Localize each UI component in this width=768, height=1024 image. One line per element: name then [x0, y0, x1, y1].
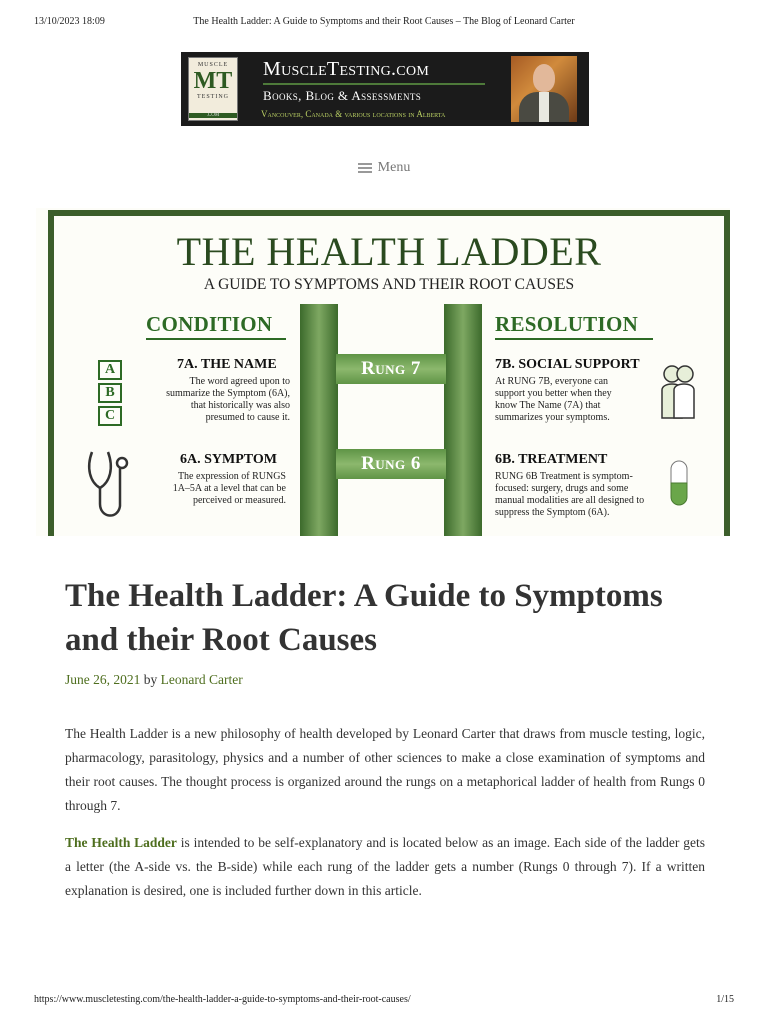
infographic-title: THE HEALTH LADDER	[176, 229, 602, 274]
featured-image	[36, 208, 730, 536]
logo-bottom-text: TESTING	[197, 94, 229, 100]
site-name[interactable]: MuscleTesting.com	[263, 58, 430, 80]
banner-divider	[263, 83, 485, 85]
social-support-icon	[658, 364, 698, 420]
second-paragraph	[65, 831, 705, 903]
condition-underline	[146, 338, 286, 340]
item-7a-text: The word agreed upon to summarize the Symptom (6A), that historically was also presumed to cause it.	[166, 376, 290, 423]
condition-heading: CONDITION	[146, 312, 273, 336]
infographic-subtitle: A GUIDE TO SYMPTOMS AND THEIR ROOT CAUSES	[203, 276, 575, 293]
print-header	[0, 16, 768, 32]
menu-label: Menu	[377, 160, 411, 175]
second-paragraph-text: is intended to be self-explanatory and is located below as an image. Each side of the ladder gets a letter (the A-side vs. the B-side) while each rung of the ladder gets a number (Rungs 0 through 7). If a written explanation is desired, one is included further down in this article.	[65, 835, 705, 898]
print-timestamp: 13/10/2023 18:09	[34, 16, 105, 27]
post-date[interactable]: June 26, 2021	[65, 672, 141, 687]
logo-com: .COM	[189, 113, 237, 118]
post-title: The Health Ladder: A Guide to Symptoms and their Root Causes	[65, 578, 663, 658]
author-photo	[511, 56, 577, 122]
item-6a-text: The expression of RUNGS 1A–5A at a level that can be perceived or measured.	[172, 471, 286, 506]
logo-mt: MT	[193, 68, 233, 94]
ladder-right-rail	[444, 304, 482, 536]
abc-box-c: C	[98, 406, 122, 426]
print-url: https://www.muscletesting.com/the-health-ladder-a-guide-to-symptoms-and-their-root-causes/	[34, 994, 411, 1005]
infographic-edge	[36, 208, 48, 536]
site-tagline: Books, Blog & Assessments	[263, 88, 422, 103]
abc-box-b: B	[98, 383, 122, 403]
post-author[interactable]: Leonard Carter	[160, 672, 243, 687]
item-7b-text: At RUNG 7B, everyone can support you better when they know The Name (7A) that summarizes your symptoms.	[495, 376, 612, 423]
stethoscope-icon	[84, 448, 134, 524]
rung-7: Rung 7	[336, 354, 446, 384]
ladder-left-rail	[300, 304, 338, 536]
item-7a-title: 7A. THE NAME	[177, 357, 277, 372]
item-6b-text: RUNG 6B Treatment is symptom-focused: surgery, drugs and some manual modalities are all designed to suppress the Symptom (6A).	[495, 471, 645, 518]
print-page-title: The Health Ladder: A Guide to Symptoms and their Root Causes – The Blog of Leonard Carter	[193, 16, 575, 27]
intro-paragraph: The Health Ladder is a new philosophy of health developed by Leonard Carter that draws from muscle testing, logic, pharmacology, parasitology, physics and a number of other sciences to make a close examination of symptoms and their root causes. The thought process is organized around the rungs on a metaphorical ladder of health from Rungs 0 through 7.	[65, 726, 705, 813]
photo-shirt	[539, 92, 549, 122]
site-locations: Vancouver, Canada & various locations in Alberta	[261, 109, 446, 119]
hamburger-icon	[358, 161, 372, 175]
site-logo[interactable]	[188, 57, 238, 121]
print-page-number: 1/15	[716, 994, 734, 1005]
rung-6: Rung 6	[336, 449, 446, 479]
logo-top-text: MUSCLE	[197, 62, 229, 68]
item-7b-title: 7B. SOCIAL SUPPORT	[495, 357, 640, 372]
photo-head	[533, 64, 555, 92]
resolution-underline	[495, 338, 653, 340]
pill-capsule-icon	[669, 458, 689, 508]
resolution-heading: RESOLUTION	[495, 312, 639, 336]
post-by: by	[143, 672, 158, 687]
health-ladder-link[interactable]: The Health Ladder	[65, 835, 177, 850]
post-meta	[65, 672, 243, 688]
abc-box-a: A	[98, 360, 122, 380]
item-6a-title: 6A. SYMPTOM	[180, 452, 277, 467]
site-banner[interactable]	[181, 52, 589, 126]
menu-toggle[interactable]	[0, 160, 768, 176]
item-6b-title: 6B. TREATMENT	[495, 452, 608, 467]
